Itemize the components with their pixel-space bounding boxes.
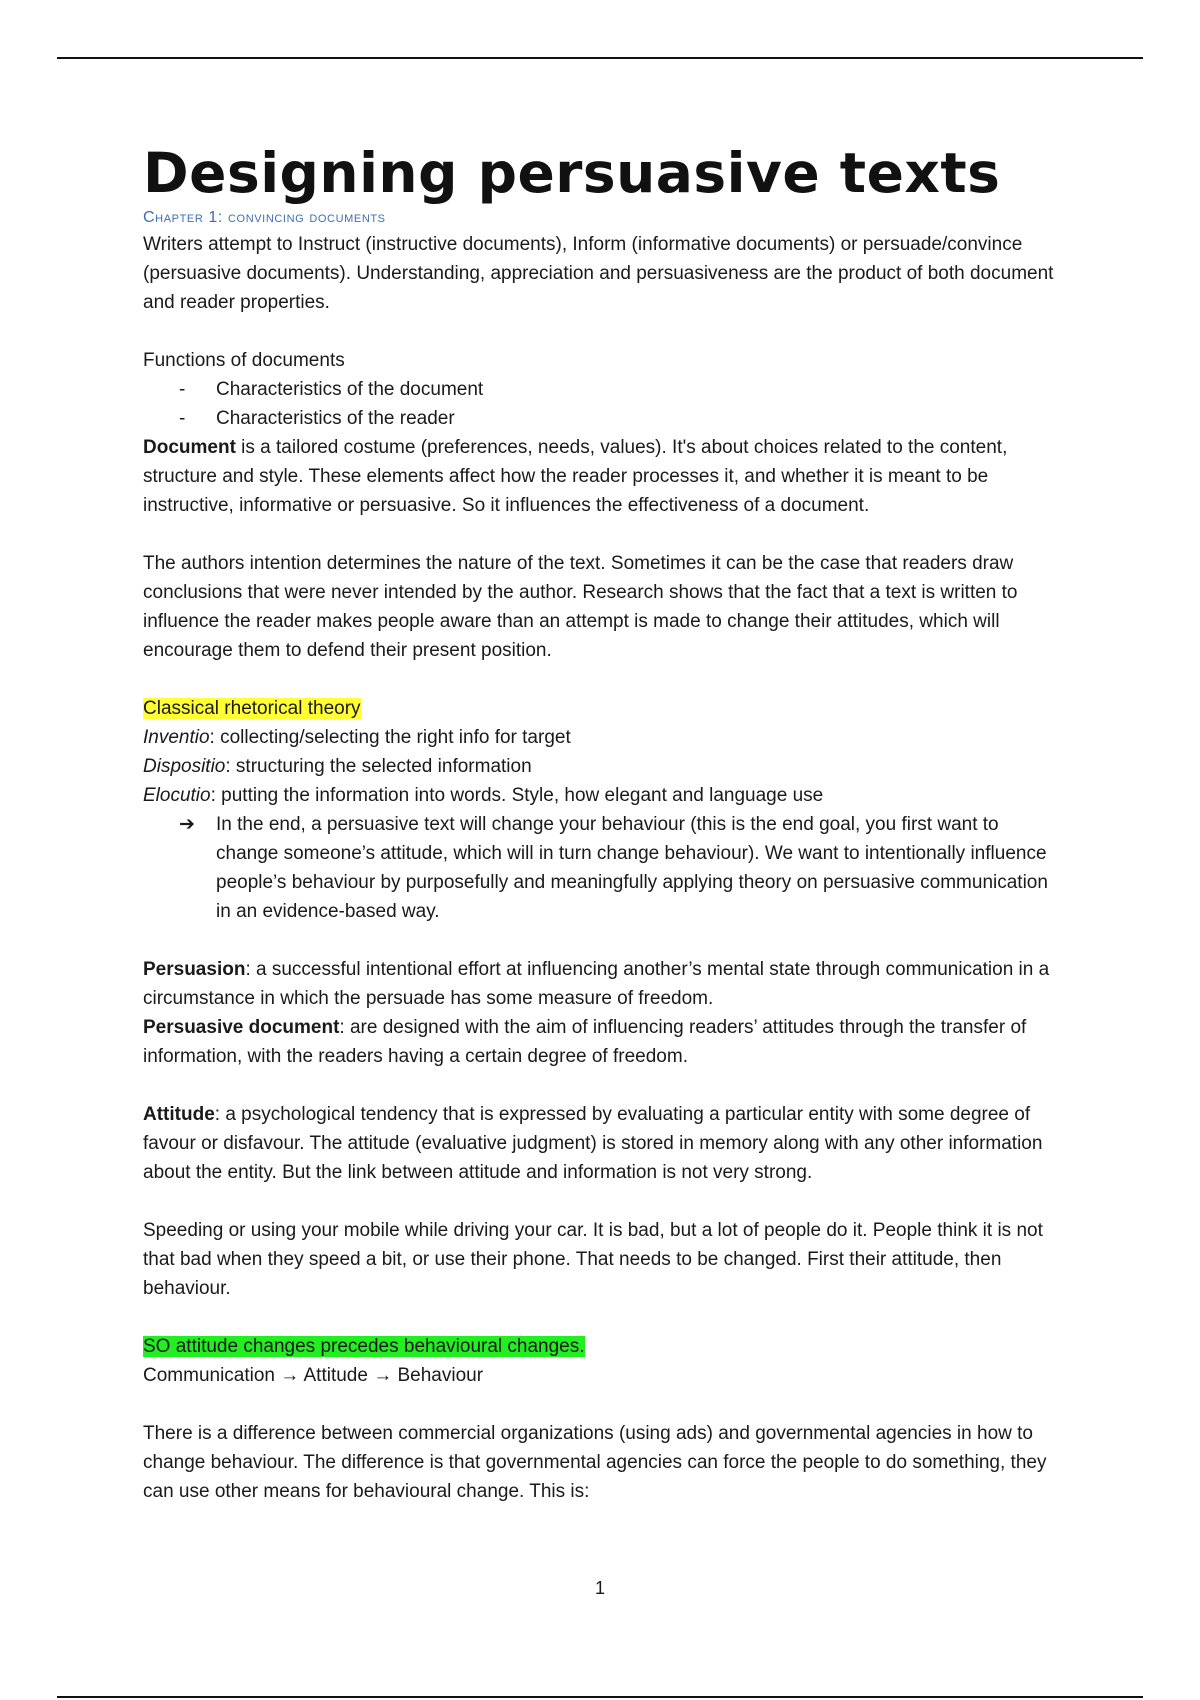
difference-paragraph: There is a difference between commercial organizations (using ads) and governmental agencies in how to change behaviour. The difference is that governmental agencies can force the people to do something, they can use other means for behavioural change. This is: <box>143 1423 1047 1502</box>
rhetoric-item: Dispositio: structuring the selected information <box>143 756 532 777</box>
highlighted-heading: Classical rhetorical theory <box>143 698 361 719</box>
persuasive-document-definition: Persuasive document: are designed with the aim of influencing readers’ attitudes through the transfer of information, with the readers having a certain degree of freedom. <box>143 1017 1027 1067</box>
rhetoric-heading <box>143 694 1063 723</box>
speeding-paragraph: Speeding or using your mobile while driving your car. It is bad, but a lot of people do it. People think it is not that bad when they speed a bit, or use their phone. That needs to be changed. First their attitude, then behaviour. <box>143 1220 1043 1299</box>
functions-list <box>143 375 1063 433</box>
functions-heading: Functions of documents <box>143 350 345 371</box>
page-title: Designing persuasive texts <box>143 141 1001 205</box>
conclusion-line <box>143 1332 1063 1361</box>
attitude-definition: Attitude: a psychological tendency that is expressed by evaluating a particular entity with some degree of favour or disfavour. The attitude (evaluative judgment) is stored in memory along with any other information about the entity. But the link between attitude and information is not very strong. <box>143 1104 1043 1183</box>
rhetoric-item: Inventio: collecting/selecting the right info for target <box>143 727 571 748</box>
intro-paragraph: Writers attempt to Instruct (instructive documents), Inform (informative documents) or persuade/convince (persuasive documents). Understanding, appreciation and persuasiveness are the product of both document and reader properties. <box>143 234 1054 313</box>
chapter-heading: Chapter 1: convincing documents <box>143 209 386 226</box>
list-item: - Characteristics of the document <box>143 375 1063 404</box>
document-definition: Document is a tailored costume (preferences, needs, values). It's about choices related to the content, structure and style. These elements affect how the reader processes it, and whether it is meant to be instructive, informative or persuasive. So it influences the effectiveness of a document. <box>143 437 1008 516</box>
header-rule <box>57 57 1143 59</box>
term: Document <box>143 437 236 458</box>
document-body <box>143 138 1063 1506</box>
rhetoric-item: Elocutio: putting the information into words. Style, how elegant and language use <box>143 785 824 806</box>
dash-icon: - <box>179 379 186 400</box>
arrow-note: ➔ In the end, a persuasive text will change your behaviour (this is the end goal, you first want to change someone’s attitude, which will in turn change behaviour). We want to intentionally influence people’s behaviour by purposefully and meaningfully applying theory on persuasive communication in an evidence-based way. <box>143 810 1063 926</box>
page-number: 1 <box>594 1578 605 1598</box>
communication-chain: Communication → Attitude → Behaviour <box>143 1365 484 1386</box>
highlighted-conclusion: SO attitude changes precedes behavioural changes. <box>143 1336 585 1357</box>
arrow-right-icon: ➔ <box>179 814 195 835</box>
intention-paragraph: The authors intention determines the nature of the text. Sometimes it can be the case that readers draw conclusions that were never intended by the author. Research shows that the fact that a text is written to influence the reader makes people aware than an attempt is made to change their attitudes, which will encourage them to defend their present position. <box>143 553 1018 661</box>
persuasion-definition: Persuasion: a successful intentional effort at influencing another’s mental state through communication in a circumstance in which the persuade has some measure of freedom. <box>143 959 1050 1009</box>
list-item: - Characteristics of the reader <box>143 404 1063 433</box>
footer-rule <box>57 1696 1143 1698</box>
dash-icon: - <box>179 408 186 429</box>
